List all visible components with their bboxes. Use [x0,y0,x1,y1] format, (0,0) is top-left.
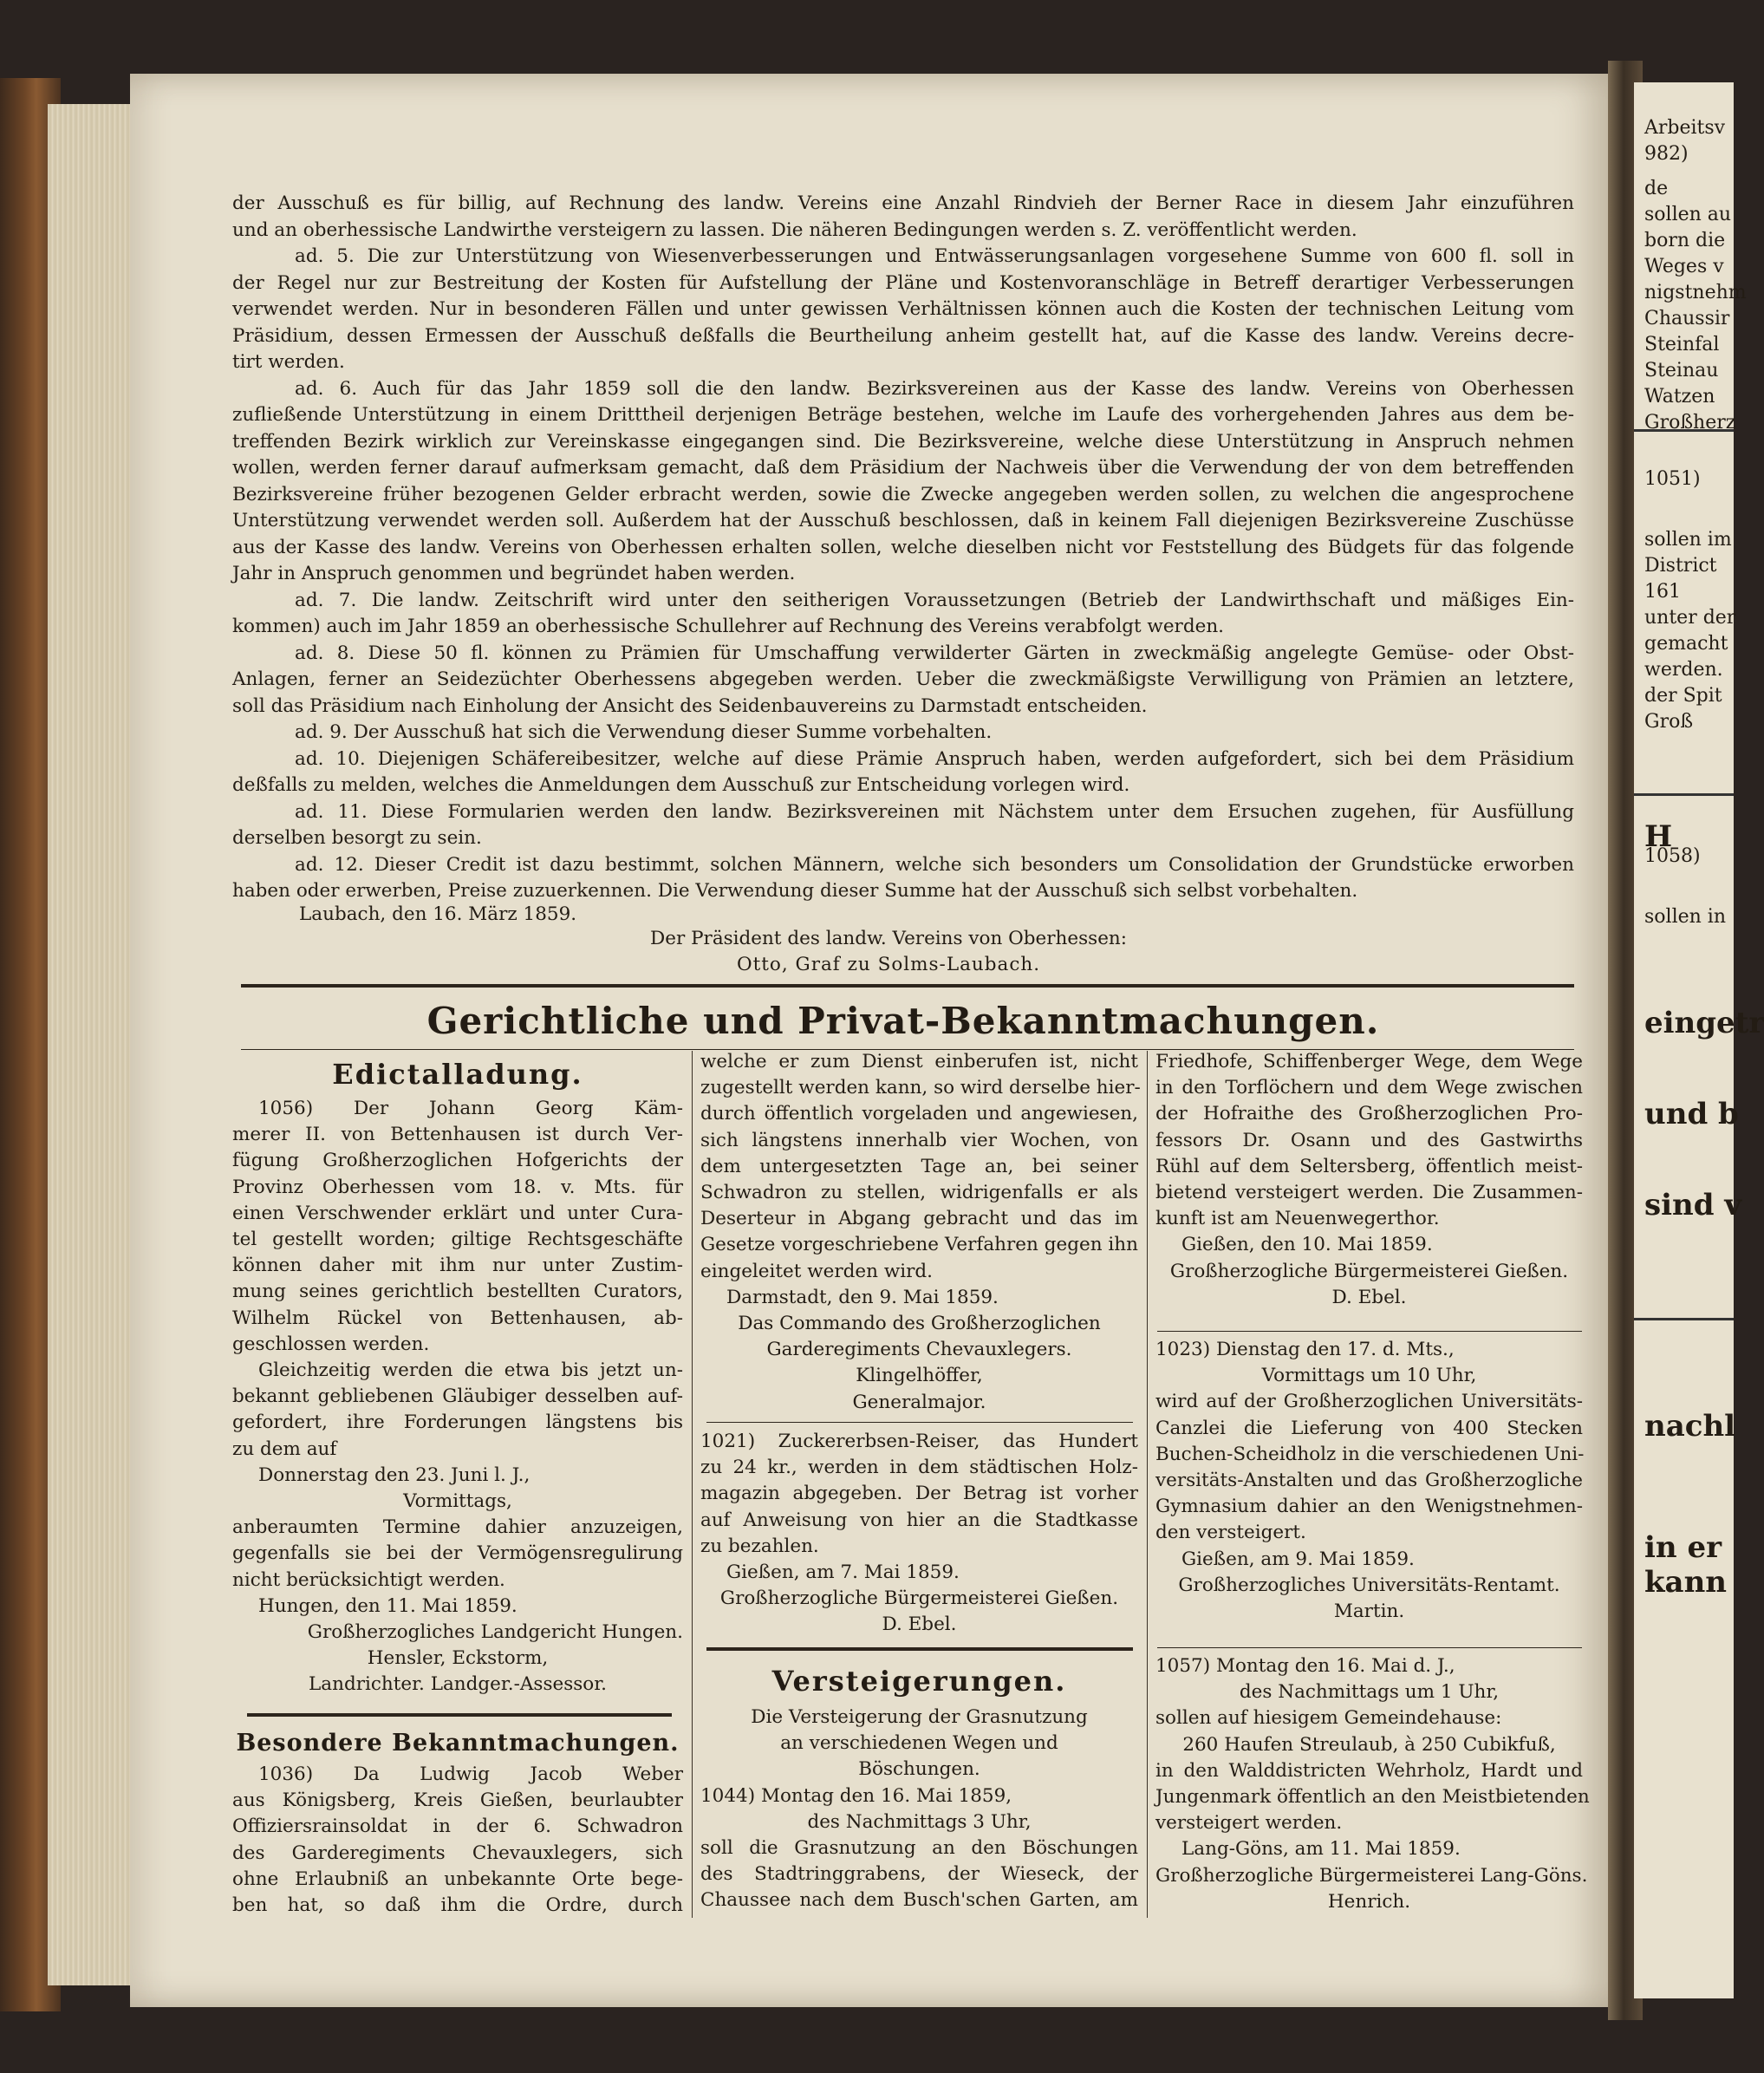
col2-line: Schwadron zu stellen, widrigenfalls er als [700,1182,1138,1204]
facing-page-fragment: Arbeitsv [1644,117,1726,139]
edictalladung-title: Edictalladung. [332,1058,583,1091]
col1-line: mung seines gerichtlich bestellten Curators, [232,1281,683,1303]
col3c-line: Henrich. [1327,1890,1411,1913]
facing-page-fragment: Großherz [1644,412,1736,434]
col2-rule-2 [706,1647,1133,1651]
top-text-line: der Regel nur zur Bestreitung der Kosten für Aufstellung der Pläne und Kostenvoranschläge in Betreff derartiger Verbesserungen [232,271,1574,294]
col2b-line: D. Ebel. [882,1613,957,1636]
col2-notice-1 [700,1049,1141,1416]
col3b-line: Gymnasium dahier an den Wenigstnehmen- [1155,1496,1583,1518]
column-divider-1 [692,1051,693,1918]
col1-line: Hungen, den 11. Mai 1859. [258,1594,517,1617]
col1-line: bekannt gebliebenen Gläubiger desselben auf- [232,1385,683,1408]
col1-rule [247,1713,672,1717]
signature-name: Otto, Graf zu Solms-Laubach. [737,954,1041,975]
col3c-line: Lang-Göns, am 11. Mai 1859. [1181,1838,1461,1861]
top-text-line: tirt werden. [232,351,345,373]
col1-line: nicht berücksichtigt werden. [232,1568,505,1591]
col2b-line: auf Anweisung von hier an die Stadtkasse [700,1509,1138,1531]
col3-notice-1 [1155,1049,1583,1311]
facing-page-fragment: District [1644,555,1717,577]
top-text-line: ad. 9. Der Ausschuß hat sich die Verwendung dieser Summe vorbehalten. [295,721,993,743]
col1-line: Wilhelm Rückel von Bettenhausen, ab- [232,1307,683,1329]
col2-line: eingeleitet werden wird. [700,1260,933,1282]
facing-page [1634,82,1764,1998]
col3-notice-3 [1155,1653,1590,1915]
col3c-line: Großherzogliche Bürgermeisterei Lang-Göns. [1155,1864,1588,1887]
edictalladung-text [232,1096,683,1698]
col2-line: welche er zum Dienst einberufen ist, nicht [700,1051,1138,1072]
facing-page-fragment: Watzen [1644,386,1715,407]
col1-line: gefordert, ihre Forderungen längstens bis [232,1411,683,1434]
column-2-mid [700,1429,1138,1639]
column-1 [232,1058,683,1698]
top-text-line: Präsidium, dessen Ermessen der Ausschuß deßfalls die Beurtheilung anheim gestellt hat, auf die Kasse des landw. Vereins decre- [232,324,1574,347]
col2b-line: magazin abgegeben. Der Betrag ist vorher [700,1483,1138,1505]
facing-page-fragment: und b [1644,1097,1739,1131]
col1-line: Vormittags, [403,1490,512,1513]
col2-line: dem untergesetzten Tage an, bei seiner [700,1155,1138,1177]
facing-page-fragment: 161 [1644,581,1681,603]
facing-page-fragment: born die [1644,230,1726,251]
col3-line: in den Torflöchern und dem Wege zwischen [1155,1077,1583,1099]
column-divider-2 [1147,1051,1148,1918]
col2c-line: Böschungen. [858,1758,980,1781]
col3b-line: wird auf der Großherzoglichen Universitäts- [1155,1391,1583,1413]
facing-page-rule [1634,793,1734,796]
col1-line: tel gestellt worden; giltige Rechtsgeschäfte [232,1229,683,1251]
top-text-line: wollen, werden ferner darauf aufmerksam gemacht, daß dem Präsidium der Nachweis über die Verwendung der von dem betreffenden [232,457,1574,479]
col2-rule-1 [706,1422,1133,1423]
besondere-title: Besondere Bekanntmachungen. [236,1730,680,1757]
col3c-line: des Nachmittags um 1 Uhr, [1239,1681,1500,1704]
facing-page-fragment: unter der [1644,607,1736,629]
facing-page-fragment: der Spit [1644,685,1722,707]
top-text-line: und an oberhessische Landwirthe versteigern zu lassen. Die näheren Bedingungen werden s. Z. veröffentlicht werden. [232,218,1357,241]
col3c-line: sollen auf hiesigem Gemeindehause: [1155,1707,1502,1730]
col3-notice-2 [1155,1337,1583,1625]
col3-rule-1 [1157,1331,1582,1332]
col2-line: Das Commando des Großherzoglichen [738,1313,1101,1335]
facing-page-rule [1634,429,1734,432]
facing-page-fragment: in er [1644,1530,1722,1565]
col1b-line: Offiziersrainsoldat in der 6. Schwadron [232,1816,683,1838]
besondere-text [232,1762,683,1919]
col1b-line: ben hat, so daß ihm die Ordre, durch [232,1894,683,1917]
col2-notice-2 [700,1429,1138,1639]
top-text-line: ad. 8. Diese 50 fl. können zu Prämien für Umschaffung verwilderter Gärten in zweckmäßig angelegte Gemüse- oder Obst- [295,642,1574,664]
facing-page-fragment: nigstnehm [1644,282,1747,303]
top-text-line: zufließende Unterstützung in einem Dritttheil derjenigen Beträge bestehen, welche im Laufe des vorhergehenden Jahres aus dem be- [232,404,1574,426]
col3b-line: Großherzogliches Universitäts-Rentamt. [1178,1574,1560,1596]
facing-page-fragment: sollen au [1644,204,1732,225]
col1-line: geschlossen werden. [232,1333,430,1355]
facing-page-fragment: 1058) [1644,845,1701,867]
top-text-line: ad. 5. Die zur Unterstützung von Wiesenverbesserungen und Entwässerungsanlagen vorgesehene Summe von 600 fl. soll in [295,245,1574,267]
top-text-line: ad. 7. Die landw. Zeitschrift wird unter den seitherigen Voraussetzungen (Betrieb der Landwirthschaft und mäßiges Ein- [295,589,1574,611]
col2b-line: Großherzogliche Bürgermeisterei Gießen. [719,1587,1119,1610]
top-text-line: soll das Präsidium nach Einholung der Ansicht des Seidenbauvereins zu Darmstadt entscheiden. [232,694,1148,717]
col3b-line: Canzlei die Lieferung von 400 Stecken [1155,1417,1583,1439]
col3-line: Friedhofe, Schiffenberger Wege, dem Wege [1155,1051,1583,1072]
col3b-line: den versteigert. [1155,1522,1306,1544]
col1-line: 1056) Der Johann Georg Käm- [258,1098,683,1119]
col2-line: Klingelhöffer, [856,1365,983,1387]
signature-title: Der Präsident des landw. Vereins von Oberhessen: [650,928,1128,949]
top-text-line: deßfalls zu melden, welches die Anmeldungen dem Ausschuß zur Entscheidung vorlegen wird. [232,774,1130,796]
place-date: Laubach, den 16. März 1859. [299,903,577,925]
top-text-line: treffenden Bezirk wirklich zur Vereinskasse eingegangen sind. Die Bezirksvereine, welche diese Unterstützung in Anspruch nehmen [232,430,1574,453]
facing-page-fragment: Weges v [1644,256,1724,277]
top-text-line: Unterstützung verwendet werden soll. Außerdem hat der Ausschuß beschlossen, daß in keinem Fall diejenigen Bezirksvereine Zuschüsse [232,510,1574,531]
col3c-line: Jungenmark öffentlich an den Meistbietenden [1155,1786,1590,1809]
col2-line: Generalmajor. [852,1391,986,1413]
facing-page-fragment: sollen im [1644,529,1732,551]
col2-line: Gesetze vorgeschriebene Verfahren gegen ihn [700,1234,1138,1256]
top-text-line: ad. 12. Dieser Credit ist dazu bestimmt, solchen Männern, welche sich besonders um Consolidation der Grundstücke erworben [295,853,1574,876]
facing-page-fragment: Groß [1644,711,1694,733]
col2-line: Deserteur in Abgang gebracht und das im [700,1208,1138,1230]
top-text-line: haben oder erwerben, Preise zuzuerkennen. Die Verwendung dieser Summe hat der Ausschuß sich selbst vorbehalten. [232,880,1358,902]
facing-page-fragment: sind v [1644,1188,1742,1222]
col3b-line: Buchen-Scheidholz in die verschiedenen Uni- [1155,1443,1585,1465]
col2-line: durch öffentlich vorgeladen und angewiesen, [700,1103,1138,1125]
col3-rule-2 [1157,1647,1582,1648]
col1-line: anberaumten Termine dahier anzuzeigen, [232,1516,683,1539]
facing-page-fragment: H [1644,819,1673,854]
col1-line: Hensler, Eckstorm, [367,1647,549,1670]
facing-page-fragment: sollen in [1644,906,1726,928]
facing-page-fragment: Steinfal [1644,334,1720,355]
top-text-block [232,191,1574,905]
facing-page-fragment: kann [1644,1565,1728,1600]
versteigerungen-title: Versteigerungen. [771,1665,1067,1698]
col2-line: Garderegiments Chevauxlegers. [766,1339,1072,1361]
col2c-line: des Stadtringgrabens, der Wieseck, der [700,1863,1138,1886]
facing-page-fragment: 982) [1644,143,1689,165]
top-text-line: Jahr in Anspruch genommen und begründet haben werden. [232,563,796,584]
col3b-line: Gießen, am 9. Mai 1859. [1181,1548,1415,1570]
col3c-line: 1057) Montag den 16. Mai d. J., [1155,1655,1455,1677]
facing-page-fragment: Steinau [1644,360,1719,381]
col1-line: Gleichzeitig werden die etwa bis jetzt un- [258,1359,683,1382]
top-text-line: ad. 10. Diejenigen Schäfereibesitzer, welche auf diese Prämie Anspruch haben, werden aufgefordert, sich bei dem Präsidium [295,747,1574,770]
top-text-line: Anlagen, ferner an Seidezüchter Oberhessens abgegeben werden. Ueber die zweckmäßigste Verwilligung von Prämien an letztere, [232,668,1574,690]
column-3-mid [1155,1337,1583,1625]
col3c-line: in den Walddistricten Wehrholz, Hardt und [1155,1759,1583,1782]
col3-line: Gießen, den 10. Mai 1859. [1181,1234,1433,1256]
col1-line: merer II. von Bettenhausen ist durch Ver- [232,1124,683,1146]
facing-page-fragment: Chaussir [1644,308,1730,329]
facing-page-fragment: gemacht [1644,633,1728,655]
versteigerungen-text [700,1705,1138,1914]
col3b-line: Vormittags um 10 Uhr, [1261,1365,1477,1387]
col1b-line: des Garderegiments Chevauxlegers, sich [232,1842,683,1864]
col3-line: Großherzogliche Bürgermeisterei Gießen. [1169,1260,1569,1282]
col3-line: kunft ist am Neuenwegerthor. [1155,1208,1440,1230]
col2-line: sich längstens innerhalb vier Wochen, von [700,1129,1138,1151]
facing-page-fragment: nachl [1644,1409,1736,1444]
column-2 [700,1049,1141,1416]
col1-line: Großherzogliches Landgericht Hungen. [307,1621,683,1644]
col2b-line: Gießen, am 7. Mai 1859. [726,1561,960,1584]
col2c-line: 1044) Montag den 16. Mai 1859, [700,1784,1012,1807]
top-text-line: derselben besorgt zu sein. [232,827,482,849]
col1-line: gegenfalls sie bei der Vermögensregulirung [232,1542,683,1565]
col1-line: Donnerstag den 23. Juni l. J., [258,1463,531,1486]
col2b-line: zu 24 kr., werden in dem städtischen Holz- [700,1457,1138,1479]
col1b-line: ohne Erlaubniß an unbekannte Orte bege- [232,1868,683,1890]
col1b-line: 1036) Da Ludwig Jacob Weber [258,1763,683,1785]
col2c-line: Chaussee nach dem Busch'schen Garten, am [700,1889,1138,1912]
top-text-line: verwendet werden. Nur in besonderen Fällen und unter gewissen Verhältnissen können auch die Kosten der technischen Leitung vom [232,298,1574,320]
col3c-line: versteigert werden. [1155,1812,1343,1835]
col1-line: Provinz Oberhessen vom 18. v. Mts. für [232,1176,683,1198]
top-text-line: kommen) auch im Jahr 1859 an oberhessische Schullehrer auf Rechnung des Vereins verabfolgt werden. [232,616,1225,637]
col3c-line: 260 Haufen Streulaub, à 250 Cubikfuß, [1182,1733,1556,1756]
col2-line: zugestellt werden kann, so wird derselbe hier- [700,1077,1141,1099]
column-3 [1155,1049,1583,1311]
section-heading: Gerichtliche und Privat-Bekanntmachungen. [426,1000,1380,1042]
col1-line: einen Verschwender erklärt und unter Cura- [232,1202,683,1224]
col1b-line: aus Königsberg, Kreis Gießen, beurlaubter [232,1789,683,1812]
col1-line: können daher mit ihm nur unter Zustim- [232,1255,683,1277]
column-1-lower [232,1730,683,1919]
top-text-line: aus der Kasse des landw. Vereins von Oberhessen erhalten sollen, welche dieselben nicht vor Feststellung des Büdgets für das folgende [232,536,1574,558]
col2c-line: an verschiedenen Wegen und [780,1732,1058,1755]
facing-page-fragment: werden. [1644,659,1723,681]
facing-page-fragment: eingetr [1644,1006,1764,1040]
col2c-line: des Nachmittags 3 Uhr, [807,1810,1032,1833]
col1-line: Landrichter. Landger.-Assessor. [309,1673,607,1696]
col3-line: Rühl auf dem Seltersberg, öffentlich meist- [1155,1155,1583,1177]
top-text-line: ad. 6. Auch für das Jahr 1859 soll die den landw. Bezirksvereinen aus der Kasse des landw. Vereins von Oberhessen [295,377,1574,400]
top-text-line: Bezirksvereine früher bezogenen Gelder erbracht werden, sowie die Zwecke angegeben werden sollen, zu welchen die angesprochene [232,483,1574,505]
facing-page-rule [1634,1318,1734,1320]
col3b-line: Martin. [1333,1600,1405,1623]
col3b-line: 1023) Dienstag den 17. d. Mts., [1155,1339,1455,1360]
col1-line: fügung Großherzoglichen Hofgerichts der [232,1150,683,1172]
column-3-lower [1155,1653,1590,1915]
col2c-line: soll die Grasnutzung an den Böschungen [700,1837,1138,1860]
col3-line: der Hofraithe des Großherzoglichen Pro- [1155,1103,1583,1125]
heading-rule [241,984,1574,988]
col2b-line: zu bezahlen. [700,1535,819,1557]
col2c-line: Die Versteigerung der Grasnutzung [751,1706,1088,1728]
facing-page-fragment: de [1644,178,1669,199]
top-text-line: ad. 11. Diese Formularien werden den landw. Bezirksvereinen mit Nächstem unter dem Ersuchen zugehen, für Ausfüllung [295,800,1574,823]
col3-line: bietend versteigert werden. Die Zusammen- [1155,1182,1583,1204]
facing-page-fragment: 1051) [1644,468,1701,490]
col1-line: zu dem auf [232,1437,337,1460]
top-text-line: der Ausschuß es für billig, auf Rechnung des landw. Vereins eine Anzahl Rindvieh der Berner Race in diesem Jahr einzuführen [232,192,1574,214]
col3b-line: versitäts-Anstalten und das Großherzogliche [1155,1470,1583,1492]
col3-line: D. Ebel. [1331,1286,1407,1308]
col2-line: Darmstadt, den 9. Mai 1859. [726,1286,999,1308]
col2b-line: 1021) Zuckererbsen-Reiser, das Hundert [700,1431,1138,1452]
column-2-lower [700,1665,1138,1914]
col3-line: fessors Dr. Osann und des Gastwirths [1155,1129,1583,1151]
